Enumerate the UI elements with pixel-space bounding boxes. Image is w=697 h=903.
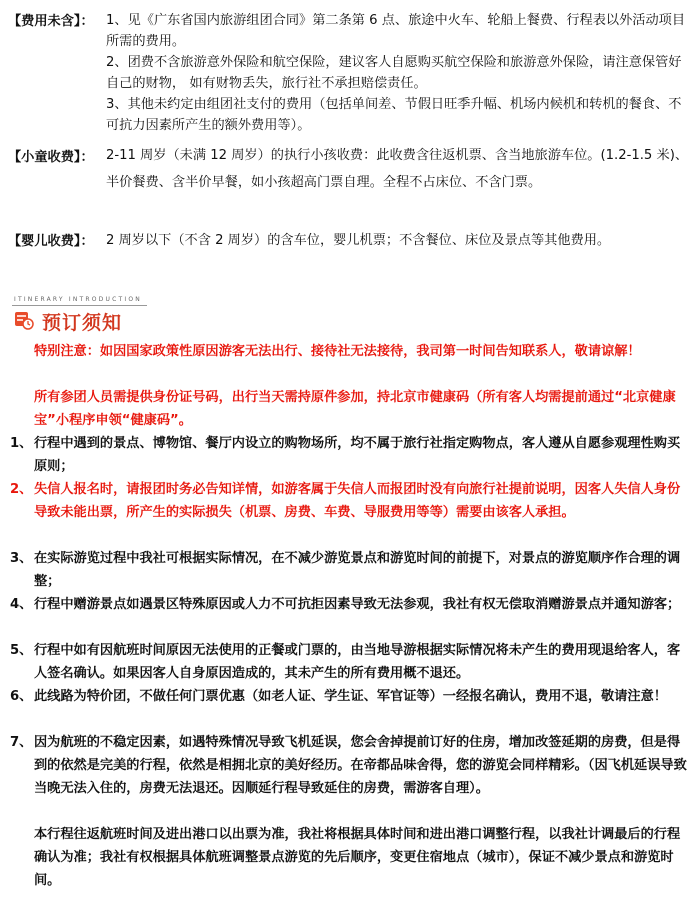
notice-item-number: 1、	[10, 436, 33, 451]
notice-item-text: 行程中遇到的景点、博物馆、餐厅内设立的购物场所，均不属于旅行社指定购物点，客人遵从自愿参观理性购买原则；	[34, 436, 681, 474]
header-title: 预订须知	[42, 312, 123, 334]
notice-item-text: 此线路为特价团，不做任何门票优惠（如老人证、学生证、军官证等）一经报名确认，费用不退，敬请注意！	[34, 689, 667, 704]
id-requirement-notice: 所有参团人员需提供身份证号码，出行当天需持原件参加，持北京市健康码（所有客人均需提前通过“北京健康宝”小程序申领“健康码”。	[34, 390, 676, 428]
fees-excluded-item-3: 3、其他未约定由组团社支付的费用（包括单间差、节假日旺季升幅、机场内候机和转机的餐食、不可抗力因素所产生的额外费用等）。	[106, 97, 682, 133]
header-divider	[12, 305, 147, 306]
fees-excluded-item-2: 2、团费不含旅游意外保险和航空保险，建议客人自愿购买航空保险和旅游意外保险，请注意保管好自己的财物， 如有财物丢失，旅行社不承担赔偿责任。	[106, 55, 682, 91]
notice-item-number: 6、	[10, 689, 33, 704]
notice-item-text: 行程中如有因航班时间原因无法使用的正餐或门票的，由当地导游根据实际情况将未产生的费用现退给客人，客人签名确认。如果因客人自身原因造成的，其未产生的所有费用概不退还。	[34, 643, 681, 681]
booking-clock-icon	[14, 310, 34, 330]
fees-excluded-body	[106, 10, 691, 136]
infant-fee-text: 2 周岁以下（不含 2 周岁）的含车位，婴儿机票；不含餐位、床位及景点等其他费用。	[106, 233, 611, 248]
header-subtitle: ITINERARY INTRODUCTION	[14, 296, 142, 303]
notice-item-text: 在实际游览过程中我社可根据实际情况，在不减少游览景点和游览时间的前提下，对景点的游览顺序作合理的调整；	[34, 551, 681, 589]
notice-item-text: 行程中赠游景点如遇景区特殊原因或人力不可抗拒因素导致无法参观，我社有权无偿取消赠游景点并通知游客；	[34, 597, 681, 612]
notice-item-number: 4、	[10, 597, 33, 612]
special-notice: 特别注意：如因国家政策性原因游客无法出行、接待社无法接待，我司第一时间告知联系人，敬请谅解！	[34, 344, 641, 359]
booking-notice-header	[12, 296, 212, 336]
notice-item-number: 5、	[10, 643, 33, 658]
notice-item-number: 3、	[10, 551, 33, 566]
fees-excluded-label: 【费用未含】：	[8, 14, 94, 29]
notice-item-number: 2、	[10, 482, 33, 497]
infant-fee-label: 【婴儿收费】：	[8, 234, 94, 249]
child-fee-label: 【小童收费】：	[8, 150, 94, 165]
child-fee-text: 2-11 周岁（未满 12 周岁）的执行小孩收费：此收费含往返机票、含当地旅游车位。(1.2-1.5 米)、半价餐费、含半价早餐，如小孩超高门票自理。全程不占床位、不含门票。	[106, 148, 689, 190]
notice-item-number: 7、	[10, 735, 33, 750]
notice-item-text: 因为航班的不稳定因素，如遇特殊情况导致飞机延误，您会舍掉提前订好的住房，增加改签延期的房费，但是得到的依然是完美的行程，依然是相拥北京的美好经历。在帝都品味舍得，您的游览会同样精彩。（因飞机延误导致当晚无法入住的，房费无法退还。因顺延行程导致延住的房费，需游客自理）。	[34, 735, 687, 796]
notice-item-text: 失信人报名时，请报团时务必告知详情，如游客属于失信人而报团时没有向旅行社提前说明，因客人失信人身份导致未能出票，所产生的实际损失（机票、房费、车费、导服费用等等）需要由该客人承担。	[34, 482, 681, 520]
fees-excluded-item-1: 1、见《广东省国内旅游组团合同》第二条第 6 点、旅途中火车、轮船上餐费、行程表以外活动项目所需的费用。	[106, 13, 686, 49]
final-notice: 本行程往返航班时间及进出港口以出票为准，我社将根据具体时间和进出港口调整行程，以我社计调最后的行程确认为准；我社有权根据具体航班调整景点游览的先后顺序，变更住宿地点（城市），保证不减少景点和游览时间。	[34, 827, 681, 888]
